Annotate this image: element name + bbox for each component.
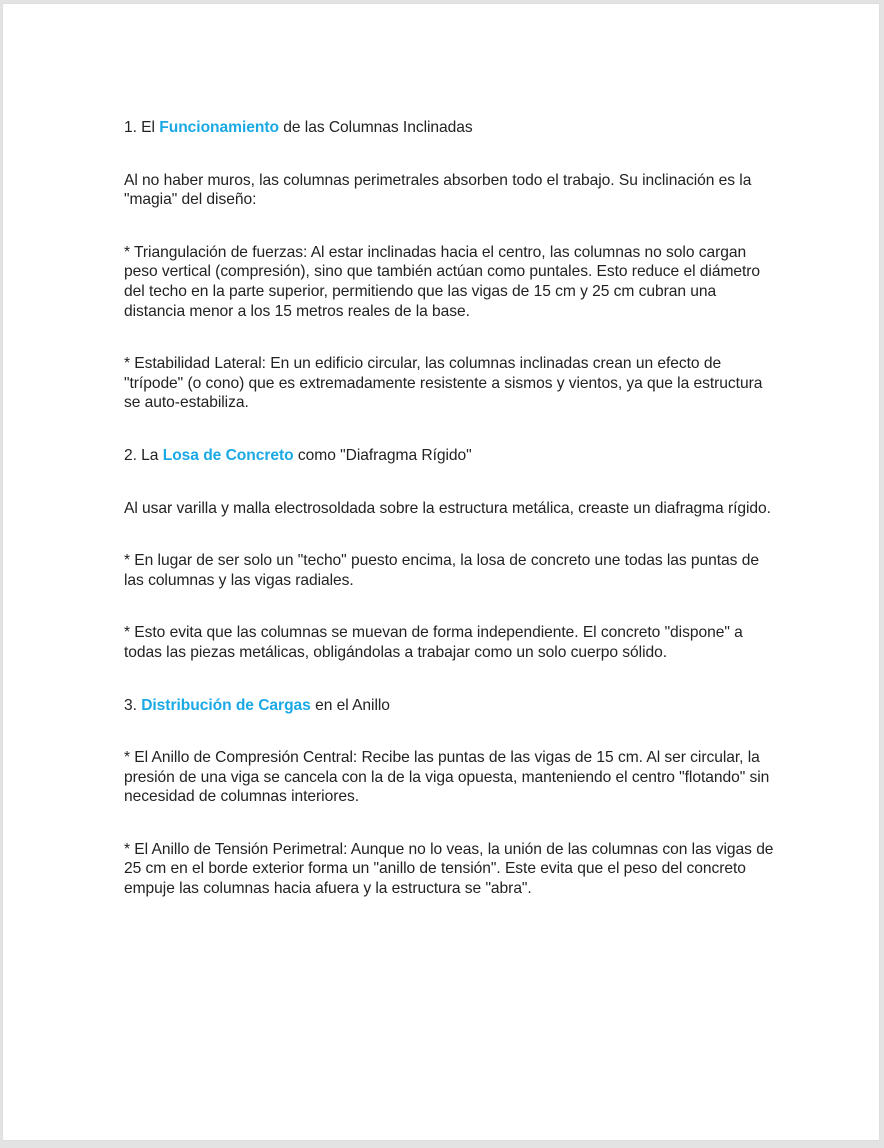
- section-losa-de-concreto: [124, 446, 774, 663]
- section-intro: Al no haber muros, las columnas perimetrales absorben todo el trabajo. Su inclinación es la "magia" del diseño:: [124, 171, 752, 209]
- section-columnas-inclinadas: [124, 118, 774, 413]
- section-heading: [124, 446, 774, 466]
- document-page: [3, 4, 879, 1140]
- section-intro: Al usar varilla y malla electrosoldada sobre la estructura metálica, creaste un diafragma rígido.: [124, 499, 771, 517]
- section-heading: [124, 696, 774, 716]
- bullet-item: * El Anillo de Tensión Perimetral: Aunque no lo veas, la unión de las columnas con las vigas de 25 cm en el borde exterior forma un "anillo de tensión". Este evita que el peso del concreto empuje las columnas hacia afuera y la estructura se "abra".: [124, 840, 774, 898]
- bullet-item: * Triangulación de fuerzas: Al estar inclinadas hacia el centro, las columnas no solo cargan peso vertical (compresión), sino que también actúan como puntales. Esto reduce el diámetro del techo en la parte superior, permitiendo que las vigas de 15 cm y 25 cm cubran una distancia menor a los 15 metros reales de la base.: [124, 243, 761, 320]
- heading-suffix: como "Diafragma Rígido": [293, 446, 472, 464]
- heading-highlight: Losa de Concreto: [162, 446, 294, 464]
- heading-highlight: Distribución de Cargas: [141, 696, 311, 714]
- heading-suffix: en el Anillo: [310, 696, 390, 714]
- heading-suffix: de las Columnas Inclinadas: [278, 119, 473, 136]
- section-distribucion-de-cargas: [124, 696, 774, 899]
- section-heading: [124, 118, 774, 138]
- bullet-item: * Esto evita que las columnas se muevan de forma independiente. El concreto "dispone" a todas las piezas metálicas, obligándolas a trabajar como un solo cuerpo sólido.: [124, 624, 743, 661]
- heading-prefix: 3.: [124, 696, 142, 714]
- bullet-item: * En lugar de ser solo un "techo" puesto encima, la losa de concreto une todas las puntas de las columnas y las vigas radiales.: [124, 552, 759, 589]
- heading-highlight: Funcionamiento: [159, 119, 279, 136]
- bullet-item: * Estabilidad Lateral: En un edificio circular, las columnas inclinadas crean un efecto de "trípode" (o cono) que es extremadamente resistente a sismos y vientos, ya que la estructura se auto-estabiliza.: [124, 355, 763, 412]
- bullet-item: * El Anillo de Compresión Central: Recibe las puntas de las vigas de 15 cm. Al ser circular, la presión de una viga se cancela con la de la viga opuesta, manteniendo el centro "flotando" sin necesidad de columnas interiores.: [124, 749, 770, 806]
- document-body: [124, 118, 774, 932]
- heading-prefix: 2. La: [124, 446, 163, 464]
- heading-prefix: 1. El: [124, 119, 160, 136]
